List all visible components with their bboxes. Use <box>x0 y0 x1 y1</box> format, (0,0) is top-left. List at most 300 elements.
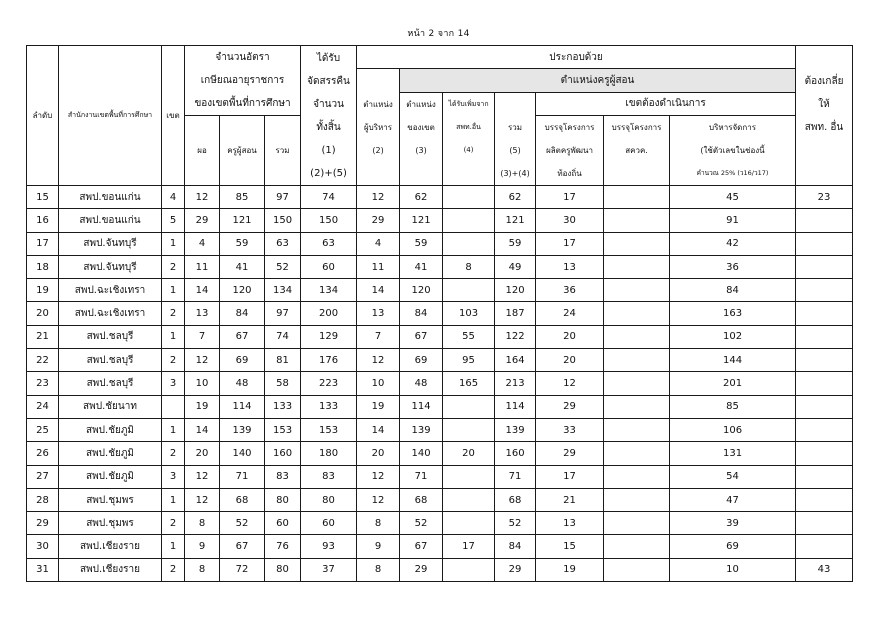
cell-total: 58 <box>265 372 301 395</box>
cell-no: 23 <box>27 372 59 395</box>
cell-office: สพป.ชลบุรี <box>59 372 162 395</box>
cell-no: 20 <box>27 302 59 325</box>
received-line: (1) <box>321 144 336 156</box>
cell-total: 97 <box>265 302 301 325</box>
cell-c5: 164 <box>495 349 536 372</box>
cell-exec: 13 <box>185 302 220 325</box>
cell-c4 <box>443 395 495 418</box>
cell-no: 27 <box>27 465 59 488</box>
table-row <box>27 325 853 348</box>
cell-avg <box>796 418 853 441</box>
cell-avg <box>796 488 853 511</box>
cell-zone: 1 <box>162 279 185 302</box>
header-rate-teacher: ครูผู้สอน <box>220 116 265 186</box>
cell-c2: 8 <box>357 512 400 535</box>
cell-c3: 139 <box>400 418 443 441</box>
cell-manage: 42 <box>670 232 796 255</box>
cell-local: 20 <box>536 349 604 372</box>
cell-sakwoch <box>604 558 670 581</box>
cell-received: 200 <box>301 302 357 325</box>
cell-received: 223 <box>301 372 357 395</box>
exec-pos-line: ตำแหน่ง <box>363 99 393 109</box>
cell-total: 81 <box>265 349 301 372</box>
cell-c3: 68 <box>400 488 443 511</box>
cell-teacher: 67 <box>220 325 265 348</box>
cell-c3: 140 <box>400 442 443 465</box>
cell-received: 74 <box>301 186 357 209</box>
cell-exec: 29 <box>185 209 220 232</box>
cell-c4: 17 <box>443 535 495 558</box>
cell-c2: 12 <box>357 349 400 372</box>
cell-total: 80 <box>265 558 301 581</box>
cell-local: 17 <box>536 232 604 255</box>
cell-local: 15 <box>536 535 604 558</box>
cell-received: 129 <box>301 325 357 348</box>
cell-office: สพป.ชัยภูมิ <box>59 418 162 441</box>
cell-exec: 10 <box>185 372 220 395</box>
cell-no: 16 <box>27 209 59 232</box>
cell-c4: 103 <box>443 302 495 325</box>
rate-title-line: จำนวนอัตรา <box>215 52 270 63</box>
cell-c5: 213 <box>495 372 536 395</box>
cell-total: 83 <box>265 465 301 488</box>
cell-manage: 163 <box>670 302 796 325</box>
cell-local: 29 <box>536 442 604 465</box>
cell-received: 150 <box>301 209 357 232</box>
cell-exec: 8 <box>185 512 220 535</box>
cell-c4: 20 <box>443 442 495 465</box>
cell-manage: 106 <box>670 418 796 441</box>
cell-total: 63 <box>265 232 301 255</box>
cell-sakwoch <box>604 302 670 325</box>
cell-total: 52 <box>265 255 301 278</box>
cell-no: 29 <box>27 512 59 535</box>
table-header <box>27 46 853 186</box>
local-teacher-line: ท้องถิ่น <box>557 169 582 178</box>
cell-received: 80 <box>301 488 357 511</box>
table-row <box>27 372 853 395</box>
cell-c3: 71 <box>400 465 443 488</box>
cell-c4 <box>443 512 495 535</box>
cell-exec: 14 <box>185 279 220 302</box>
header-zone-must: เขตต้องดำเนินการ <box>536 92 796 116</box>
cell-sakwoch <box>604 442 670 465</box>
cell-c2: 13 <box>357 302 400 325</box>
cell-c4 <box>443 209 495 232</box>
cell-total: 160 <box>265 442 301 465</box>
cell-sakwoch <box>604 372 670 395</box>
cell-no: 21 <box>27 325 59 348</box>
cell-c3: 67 <box>400 535 443 558</box>
cell-sakwoch <box>604 186 670 209</box>
manage-line: (ใช้ตัวเลขในช่องนี้ <box>700 146 765 155</box>
table-row <box>27 349 853 372</box>
cell-c2: 8 <box>357 558 400 581</box>
cell-avg: 43 <box>796 558 853 581</box>
cell-zone: 2 <box>162 255 185 278</box>
cell-c3: 121 <box>400 209 443 232</box>
cell-c2: 4 <box>357 232 400 255</box>
cell-c3: 84 <box>400 302 443 325</box>
cell-manage: 45 <box>670 186 796 209</box>
cell-zone: 5 <box>162 209 185 232</box>
table-row <box>27 512 853 535</box>
cell-avg: 23 <box>796 186 853 209</box>
cell-c4: 55 <box>443 325 495 348</box>
cell-c5: 160 <box>495 442 536 465</box>
cell-c4 <box>443 279 495 302</box>
cell-received: 93 <box>301 535 357 558</box>
header-manage <box>670 116 796 186</box>
own-zone-line: ของเขต <box>407 122 435 132</box>
cell-zone: 1 <box>162 418 185 441</box>
cell-zone <box>162 395 185 418</box>
received-line: จำนวน <box>313 98 344 110</box>
added-from-line: สพท.อื่น <box>456 122 481 131</box>
cell-office: สพป.ขอนแก่น <box>59 186 162 209</box>
cell-c5: 121 <box>495 209 536 232</box>
avg-line: ต้องเกลี่ย <box>804 75 844 87</box>
cell-manage: 91 <box>670 209 796 232</box>
cell-c2: 14 <box>357 418 400 441</box>
cell-office: สพป.ชัยนาท <box>59 395 162 418</box>
cell-teacher: 59 <box>220 232 265 255</box>
cell-office: สพป.เชียงราย <box>59 535 162 558</box>
cell-sakwoch <box>604 209 670 232</box>
cell-total: 134 <box>265 279 301 302</box>
cell-zone: 3 <box>162 465 185 488</box>
cell-c4 <box>443 465 495 488</box>
received-line: จัดสรรคืน <box>307 75 350 87</box>
cell-local: 24 <box>536 302 604 325</box>
received-line: ทั้งสิ้น <box>316 121 341 133</box>
cell-no: 15 <box>27 186 59 209</box>
cell-sakwoch <box>604 325 670 348</box>
cell-total: 133 <box>265 395 301 418</box>
cell-office: สพป.ชัยภูมิ <box>59 465 162 488</box>
cell-c4 <box>443 488 495 511</box>
cell-c2: 20 <box>357 442 400 465</box>
table-row <box>27 186 853 209</box>
cell-exec: 14 <box>185 418 220 441</box>
cell-teacher: 84 <box>220 302 265 325</box>
cell-total: 153 <box>265 418 301 441</box>
sakwoch-line: บรรจุโครงการ <box>611 123 662 132</box>
cell-c2: 19 <box>357 395 400 418</box>
cell-local: 33 <box>536 418 604 441</box>
cell-avg <box>796 209 853 232</box>
table-row <box>27 442 853 465</box>
cell-avg <box>796 302 853 325</box>
cell-manage: 69 <box>670 535 796 558</box>
cell-c3: 114 <box>400 395 443 418</box>
cell-c5: 71 <box>495 465 536 488</box>
cell-avg <box>796 349 853 372</box>
cell-no: 28 <box>27 488 59 511</box>
cell-avg <box>796 512 853 535</box>
rate-title-line: ของเขตพื้นที่การศึกษา <box>194 98 291 109</box>
cell-received: 176 <box>301 349 357 372</box>
cell-teacher: 120 <box>220 279 265 302</box>
cell-local: 29 <box>536 395 604 418</box>
page-number: หน้า 2 จาก 14 <box>407 29 470 39</box>
table-row <box>27 465 853 488</box>
cell-avg <box>796 232 853 255</box>
cell-sakwoch <box>604 488 670 511</box>
cell-no: 26 <box>27 442 59 465</box>
local-teacher-line: บรรจุโครงการ <box>544 123 595 132</box>
cell-teacher: 114 <box>220 395 265 418</box>
cell-zone: 1 <box>162 535 185 558</box>
cell-teacher: 72 <box>220 558 265 581</box>
cell-local: 30 <box>536 209 604 232</box>
cell-sakwoch <box>604 255 670 278</box>
cell-received: 37 <box>301 558 357 581</box>
table-row <box>27 255 853 278</box>
cell-office: สพป.ฉะเชิงเทรา <box>59 279 162 302</box>
cell-c2: 10 <box>357 372 400 395</box>
cell-avg <box>796 255 853 278</box>
cell-zone: 1 <box>162 325 185 348</box>
local-teacher-line: ผลิตครูพัฒนา <box>546 146 593 155</box>
header-own-zone <box>400 92 443 186</box>
cell-exec: 12 <box>185 465 220 488</box>
cell-office: สพป.เชียงราย <box>59 558 162 581</box>
table-row <box>27 209 853 232</box>
table-row <box>27 488 853 511</box>
cell-manage: 85 <box>670 395 796 418</box>
cell-exec: 11 <box>185 255 220 278</box>
header-teacher-position: ตำแหน่งครูผู้สอน <box>400 69 796 93</box>
cell-avg <box>796 535 853 558</box>
cell-total: 60 <box>265 512 301 535</box>
cell-zone: 2 <box>162 512 185 535</box>
cell-total: 97 <box>265 186 301 209</box>
exec-pos-line: ผู้บริหาร <box>363 122 393 132</box>
added-from-line: ได้รับเพิ่มจาก <box>448 99 489 108</box>
cell-local: 19 <box>536 558 604 581</box>
cell-c5: 59 <box>495 232 536 255</box>
added-from-line: (4) <box>463 145 474 154</box>
table-row <box>27 279 853 302</box>
cell-total: 76 <box>265 535 301 558</box>
cell-local: 17 <box>536 186 604 209</box>
cell-c3: 69 <box>400 349 443 372</box>
cell-local: 13 <box>536 512 604 535</box>
cell-office: สพป.ฉะเชิงเทรา <box>59 302 162 325</box>
cell-local: 20 <box>536 325 604 348</box>
cell-zone: 2 <box>162 442 185 465</box>
cell-manage: 54 <box>670 465 796 488</box>
cell-avg <box>796 442 853 465</box>
cell-zone: 4 <box>162 186 185 209</box>
cell-local: 36 <box>536 279 604 302</box>
table-body <box>27 186 853 582</box>
cell-sakwoch <box>604 465 670 488</box>
cell-no: 24 <box>27 395 59 418</box>
cell-total: 74 <box>265 325 301 348</box>
table-row <box>27 395 853 418</box>
cell-office: สพป.จันทบุรี <box>59 255 162 278</box>
cell-c4 <box>443 232 495 255</box>
header-zone: เขต <box>162 46 185 186</box>
cell-avg <box>796 279 853 302</box>
cell-office: สพป.ชลบุรี <box>59 349 162 372</box>
table-row <box>27 418 853 441</box>
cell-office: สพป.ขอนแก่น <box>59 209 162 232</box>
table-row <box>27 302 853 325</box>
cell-exec: 9 <box>185 535 220 558</box>
cell-zone: 2 <box>162 349 185 372</box>
cell-manage: 144 <box>670 349 796 372</box>
cell-teacher: 48 <box>220 372 265 395</box>
cell-office: สพป.ชุมพร <box>59 512 162 535</box>
cell-teacher: 121 <box>220 209 265 232</box>
cell-sakwoch <box>604 232 670 255</box>
cell-manage: 47 <box>670 488 796 511</box>
cell-c5: 29 <box>495 558 536 581</box>
cell-zone: 2 <box>162 302 185 325</box>
cell-sakwoch <box>604 349 670 372</box>
cell-no: 17 <box>27 232 59 255</box>
cell-avg <box>796 395 853 418</box>
header-order: ลำดับ <box>27 46 59 186</box>
cell-c2: 12 <box>357 465 400 488</box>
cell-no: 30 <box>27 535 59 558</box>
cell-received: 134 <box>301 279 357 302</box>
cell-received: 83 <box>301 465 357 488</box>
total5-line: (3)+(4) <box>500 168 530 178</box>
header-received <box>301 46 357 186</box>
cell-c4 <box>443 186 495 209</box>
cell-sakwoch <box>604 418 670 441</box>
cell-received: 63 <box>301 232 357 255</box>
cell-c5: 49 <box>495 255 536 278</box>
cell-c2: 9 <box>357 535 400 558</box>
cell-received: 133 <box>301 395 357 418</box>
header-average-out <box>796 46 853 186</box>
cell-teacher: 67 <box>220 535 265 558</box>
cell-manage: 39 <box>670 512 796 535</box>
cell-c2: 12 <box>357 488 400 511</box>
cell-manage: 102 <box>670 325 796 348</box>
cell-local: 17 <box>536 465 604 488</box>
cell-zone: 2 <box>162 558 185 581</box>
cell-c4 <box>443 558 495 581</box>
cell-received: 153 <box>301 418 357 441</box>
cell-no: 19 <box>27 279 59 302</box>
cell-teacher: 41 <box>220 255 265 278</box>
allocation-table <box>26 45 853 582</box>
cell-manage: 201 <box>670 372 796 395</box>
header-total5 <box>495 92 536 186</box>
cell-sakwoch <box>604 279 670 302</box>
cell-c4 <box>443 418 495 441</box>
cell-c4: 95 <box>443 349 495 372</box>
avg-line: สพท. อื่น <box>804 121 844 133</box>
cell-local: 12 <box>536 372 604 395</box>
total5-line: (5) <box>509 145 521 155</box>
cell-exec: 8 <box>185 558 220 581</box>
avg-line: ให้ <box>818 98 830 110</box>
manage-line: บริหารจัดการ <box>709 123 756 132</box>
cell-c3: 52 <box>400 512 443 535</box>
header-added-from <box>443 92 495 186</box>
cell-manage: 10 <box>670 558 796 581</box>
cell-c4: 8 <box>443 255 495 278</box>
table-row <box>27 232 853 255</box>
cell-no: 31 <box>27 558 59 581</box>
cell-exec: 7 <box>185 325 220 348</box>
cell-exec: 12 <box>185 186 220 209</box>
cell-exec: 19 <box>185 395 220 418</box>
received-line: ได้รับ <box>316 52 341 64</box>
cell-office: สพป.ชัยภูมิ <box>59 442 162 465</box>
cell-received: 60 <box>301 255 357 278</box>
cell-manage: 36 <box>670 255 796 278</box>
cell-c5: 62 <box>495 186 536 209</box>
cell-sakwoch <box>604 395 670 418</box>
cell-c3: 120 <box>400 279 443 302</box>
total5-line: รวม <box>508 122 523 132</box>
rate-title-line: เกษียณอายุราชการ <box>200 75 285 86</box>
cell-office: สพป.ชลบุรี <box>59 325 162 348</box>
cell-sakwoch <box>604 512 670 535</box>
cell-exec: 12 <box>185 488 220 511</box>
cell-total: 80 <box>265 488 301 511</box>
sakwoch-line: สควค. <box>625 146 648 155</box>
cell-c5: 114 <box>495 395 536 418</box>
cell-zone: 1 <box>162 488 185 511</box>
cell-c5: 122 <box>495 325 536 348</box>
cell-teacher: 68 <box>220 488 265 511</box>
cell-no: 22 <box>27 349 59 372</box>
cell-exec: 4 <box>185 232 220 255</box>
cell-teacher: 52 <box>220 512 265 535</box>
header-office: สำนักงานเขตพื้นที่การศึกษา <box>59 46 162 186</box>
table-row <box>27 558 853 581</box>
cell-c2: 7 <box>357 325 400 348</box>
table-row <box>27 535 853 558</box>
received-line: (2)+(5) <box>310 167 347 179</box>
header-retirement-rate <box>185 46 301 116</box>
own-zone-line: ตำแหน่ง <box>406 99 436 109</box>
cell-c5: 139 <box>495 418 536 441</box>
cell-teacher: 85 <box>220 186 265 209</box>
cell-manage: 84 <box>670 279 796 302</box>
cell-c3: 62 <box>400 186 443 209</box>
cell-teacher: 69 <box>220 349 265 372</box>
cell-no: 18 <box>27 255 59 278</box>
cell-avg <box>796 372 853 395</box>
cell-zone: 3 <box>162 372 185 395</box>
cell-received: 60 <box>301 512 357 535</box>
cell-c4: 165 <box>443 372 495 395</box>
header-sakwoch <box>604 116 670 186</box>
cell-office: สพป.จันทบุรี <box>59 232 162 255</box>
cell-c5: 120 <box>495 279 536 302</box>
header-rate-exec: ผอ <box>185 116 220 186</box>
cell-c3: 41 <box>400 255 443 278</box>
cell-manage: 131 <box>670 442 796 465</box>
cell-sakwoch <box>604 535 670 558</box>
cell-c5: 68 <box>495 488 536 511</box>
cell-c3: 67 <box>400 325 443 348</box>
header-rate-total: รวม <box>265 116 301 186</box>
cell-exec: 20 <box>185 442 220 465</box>
cell-c5: 84 <box>495 535 536 558</box>
cell-c5: 52 <box>495 512 536 535</box>
